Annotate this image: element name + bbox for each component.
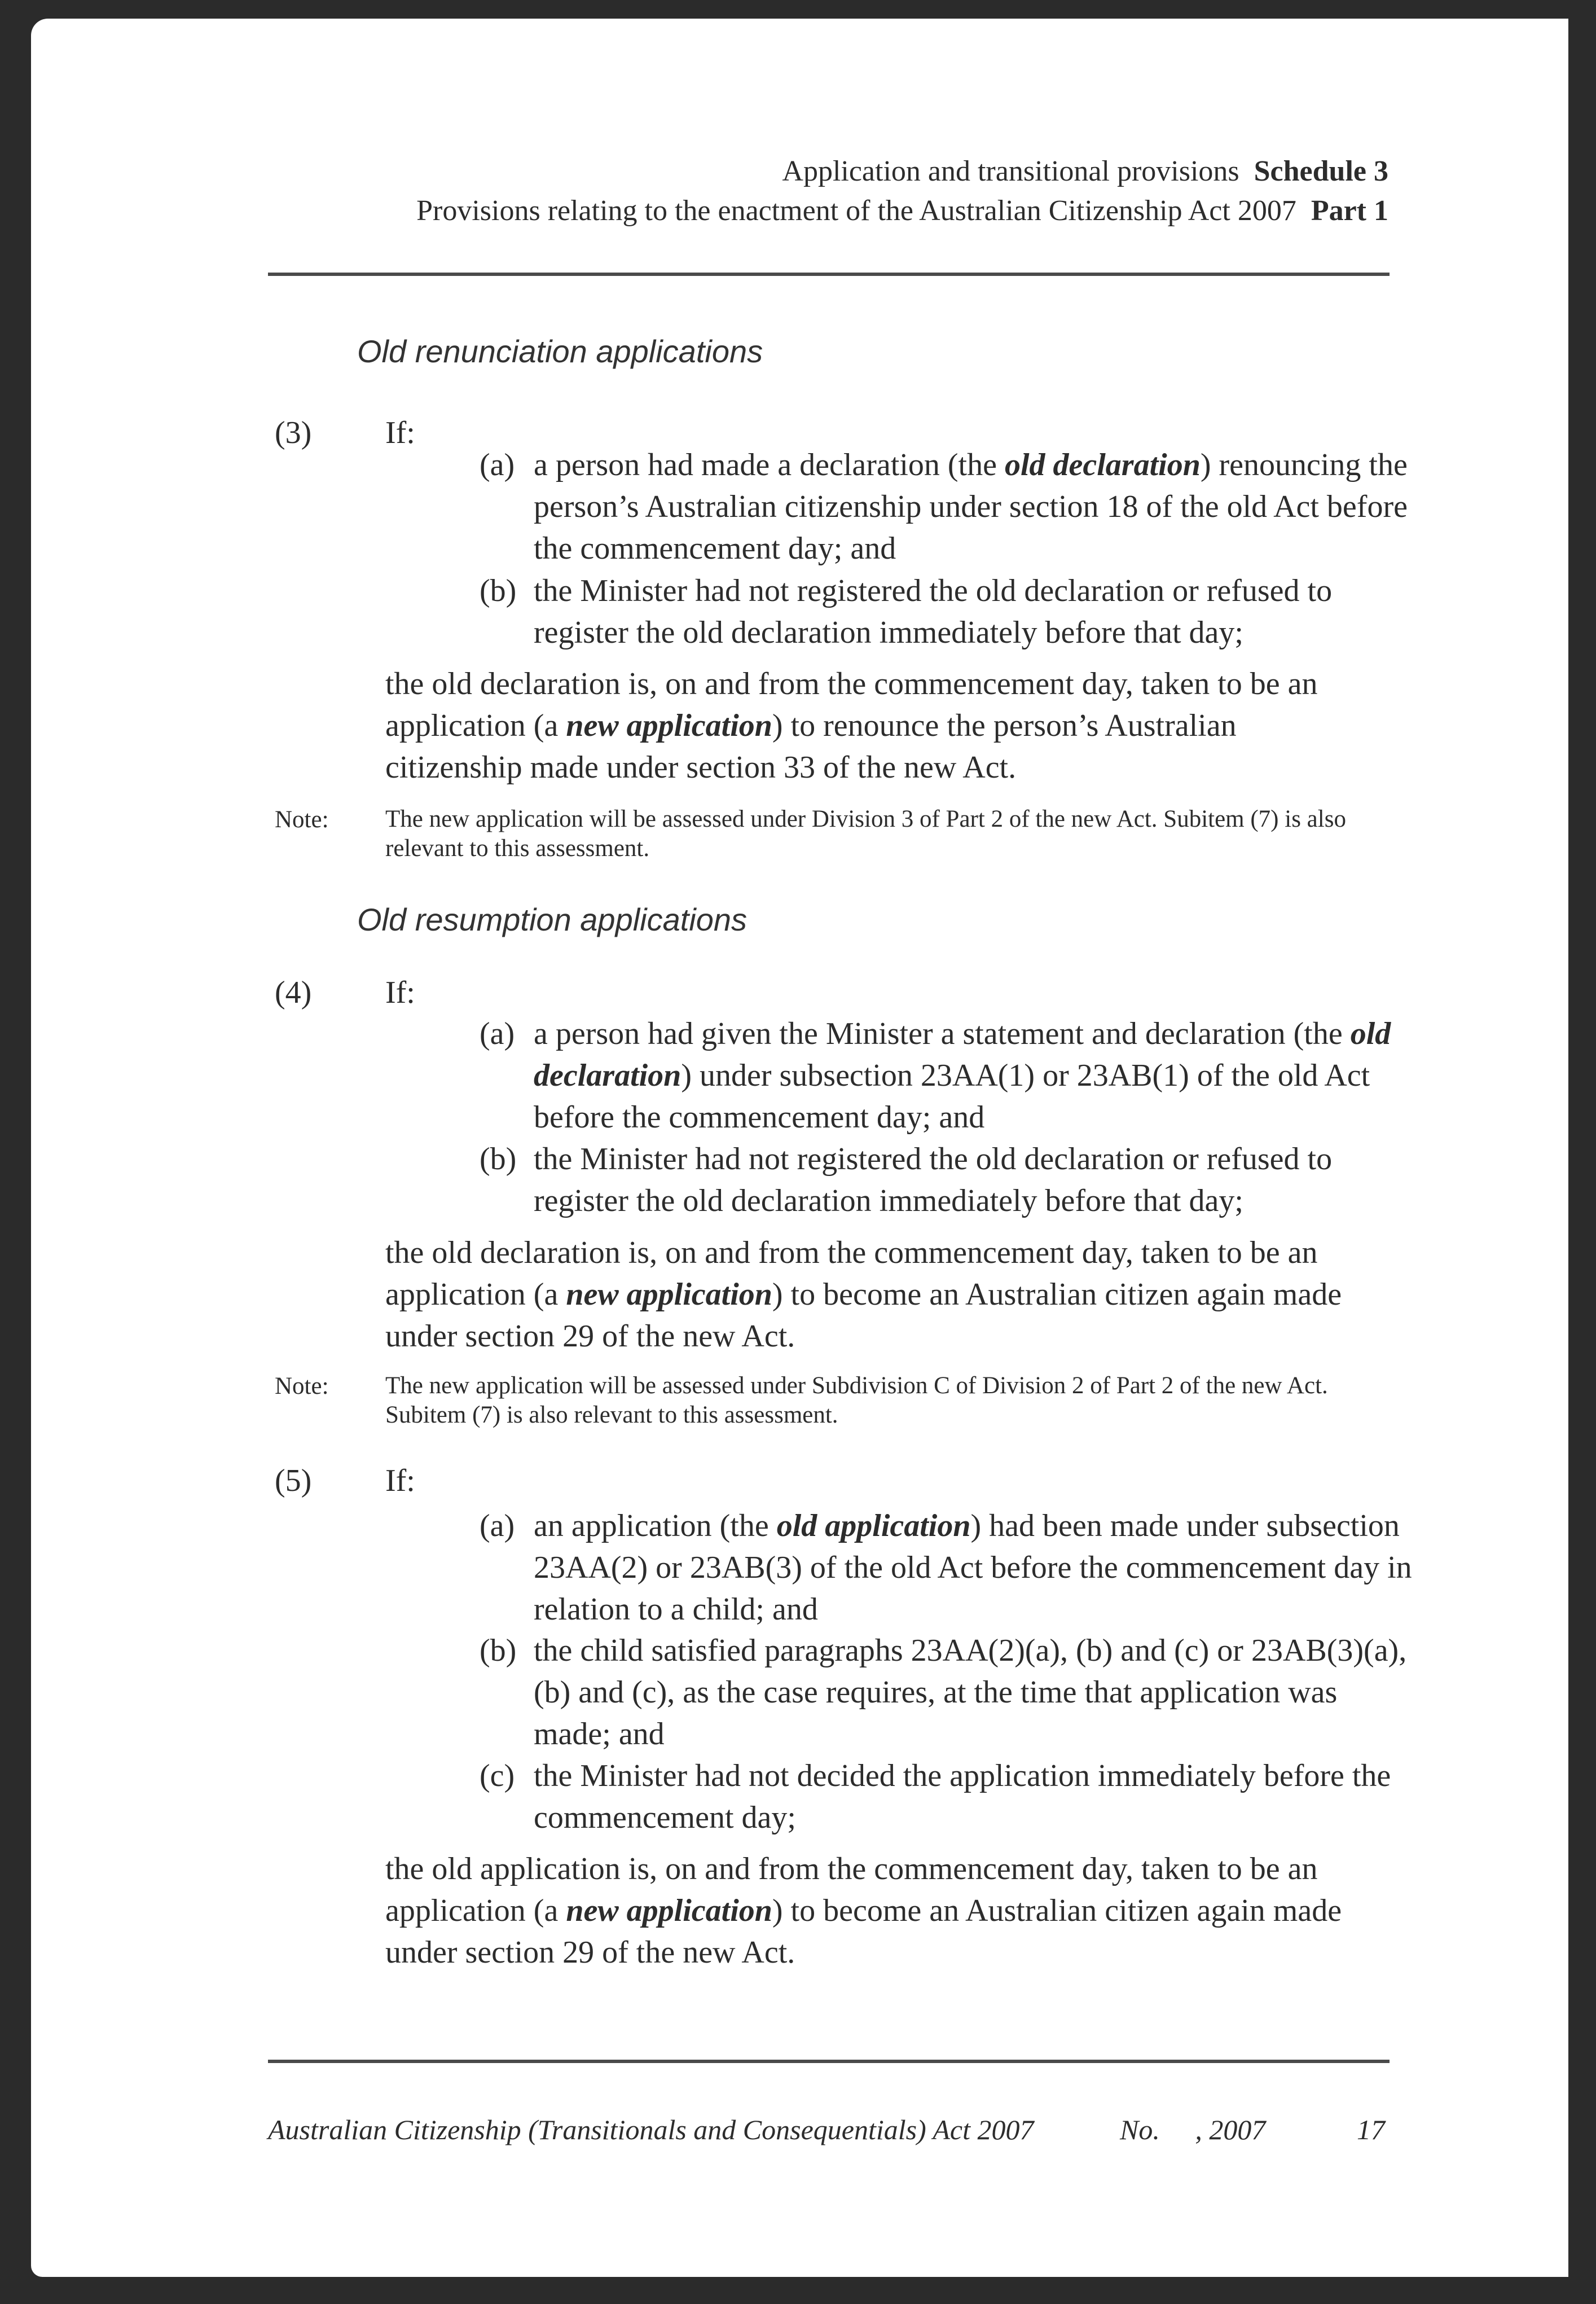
note-text: The new application will be assessed under Division 3 of Part 2 of the new Act. Subitem (7) is also relevant to this assessment.	[385, 806, 1346, 862]
running-header-schedule	[782, 157, 1388, 186]
footer-rule	[268, 2060, 1390, 2063]
header-schedule-number: Schedule 3	[1254, 155, 1388, 187]
paragraph-text: ) had been made under subsection 23AA(2) or 23AB(3) of the old Act before the commencement day in relation to a child; and	[534, 1508, 1412, 1627]
section-heading: Old resumption applications	[357, 902, 748, 937]
defined-term: old declaration	[1004, 447, 1201, 482]
paragraph-label: (a)	[480, 447, 515, 482]
conclusion-text: the old application is, on and from the commencement day, taken to be an application (a	[385, 1851, 1318, 1928]
paragraph-label: (b)	[480, 1633, 517, 1668]
conclusion-text: the old declaration is, on and from the commencement day, taken to be an application (a	[385, 1235, 1318, 1312]
paragraph-text: the Minister had not decided the application immediately before the commencement day;	[534, 1758, 1391, 1835]
defined-term: new application	[566, 1893, 772, 1928]
defined-term: old application	[776, 1508, 971, 1543]
header-schedule-title: Application and transitional provisions	[782, 155, 1239, 187]
paragraph-label: (a)	[480, 1016, 515, 1051]
header-part-number: Part 1	[1311, 195, 1388, 227]
paragraph-text: ) under subsection 23AA(1) or 23AB(1) of the old Act before the commencement day; and	[534, 1058, 1370, 1135]
subsection-number: (4)	[275, 975, 312, 1010]
paragraph-text: an application (the	[534, 1508, 777, 1543]
subsection-number: (3)	[275, 415, 312, 450]
conclusion-text: ) to become an Australian citizen again made under section 29 of the new Act.	[385, 1277, 1342, 1354]
paragraph-label: (b)	[480, 1142, 517, 1177]
paragraph-text: the child satisfied paragraphs 23AA(2)(a), (b) and (c) or 23AB(3)(a), (b) and (c), as the case requires, at the time that application was made; and	[534, 1633, 1407, 1752]
subsection-intro: If:	[385, 415, 415, 450]
conclusion-text: ) to become an Australian citizen again made under section 29 of the new Act.	[385, 1893, 1342, 1970]
conclusion-text: ) to renounce the person’s Australian citizenship made under section 33 of the new Act.	[385, 708, 1237, 785]
header-rule	[268, 273, 1390, 276]
subsection-intro: If:	[385, 1463, 415, 1498]
note-text: The new application will be assessed under Subdivision C of Division 2 of Part 2 of the new Act. Subitem (7) is also relevant to this assessment.	[385, 1372, 1328, 1428]
paragraph-text: a person had made a declaration (the	[534, 447, 1005, 482]
note-label: Note:	[275, 806, 329, 833]
subsection-number: (5)	[275, 1463, 312, 1498]
paragraph-text: the Minister had not registered the old declaration or refused to register the old declaration immediately before that day;	[534, 1142, 1333, 1218]
page-number: 17	[1357, 2114, 1385, 2145]
subsection-intro: If:	[385, 975, 415, 1010]
defined-term: new application	[566, 708, 772, 743]
note-label: Note:	[275, 1373, 329, 1399]
paragraph-text: ) renouncing the person’s Australian citizenship under section 18 of the old Act before the commencement day; and	[534, 447, 1408, 566]
defined-term: new application	[566, 1277, 772, 1312]
paragraph-text: the Minister had not registered the old declaration or refused to register the old declaration immediately before that day;	[534, 573, 1333, 650]
subsection-conclusion	[385, 1848, 1378, 1973]
paragraph-label: (a)	[480, 1508, 515, 1543]
header-part-title: Provisions relating to the enactment of the Australian Citizenship Act 2007	[416, 195, 1296, 227]
paragraph-text: a person had given the Minister a statement and declaration (the	[534, 1016, 1351, 1051]
paragraph-label: (b)	[480, 573, 517, 608]
running-header-part	[416, 196, 1388, 226]
conclusion-text: the old declaration is, on and from the commencement day, taken to be an application (a	[385, 666, 1318, 743]
section-heading: Old renunciation applications	[357, 333, 763, 369]
subsection-conclusion	[385, 1232, 1378, 1357]
footer-act-number: No. , 2007	[1120, 2114, 1266, 2145]
subsection-conclusion	[385, 663, 1378, 788]
footer-act-title: Australian Citizenship (Transitionals and Consequentials) Act 2007	[268, 2114, 1034, 2145]
paragraph-label: (c)	[480, 1758, 515, 1793]
defined-term: old declaration	[534, 1016, 1391, 1093]
